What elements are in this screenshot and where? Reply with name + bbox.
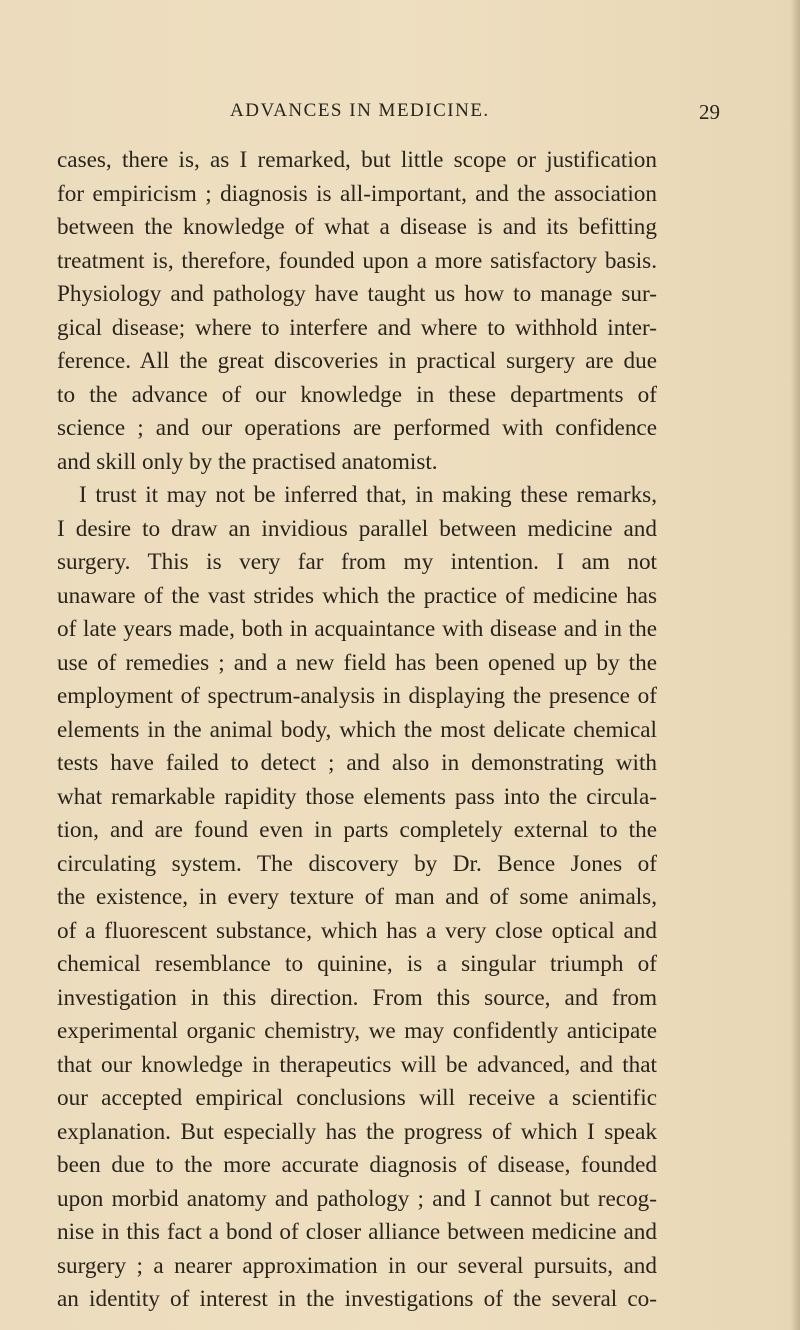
text-line: to the advance of our knowledge in these departments of bbox=[57, 381, 657, 408]
text-line: tests have failed to detect ; and also in demonstrating with bbox=[57, 750, 657, 776]
text-line: what remarkable rapidity those elements pass into the circula- bbox=[57, 783, 657, 810]
text-line: gical disease; where to interfere and where to withhold inter- bbox=[57, 314, 657, 341]
text-line: that our knowledge in therapeutics will be advanced, and that bbox=[57, 1051, 657, 1078]
running-head bbox=[60, 100, 720, 130]
text-line: an identity of interest in the investigations of the several co- bbox=[57, 1286, 657, 1312]
text-line: upon morbid anatomy and pathology ; and I cannot but recog- bbox=[57, 1185, 657, 1212]
text-line: tion, and are found even in parts completely external to the bbox=[57, 817, 657, 843]
text-line: of late years made, both in acquaintance with disease and in the bbox=[57, 616, 657, 642]
text-line: science ; and our operations are performed with confidence bbox=[57, 415, 657, 441]
body-text bbox=[57, 144, 657, 1317]
text-line: employment of spectrum-analysis in displaying the presence of bbox=[57, 683, 657, 709]
text-line: surgery. This is very far from my intention. I am not bbox=[57, 549, 657, 575]
text-line: explanation. But especially has the progress of which I speak bbox=[57, 1118, 657, 1145]
text-line: cases, there is, as I remarked, but little scope or justification bbox=[57, 147, 657, 173]
running-title: ADVANCES IN MEDICINE. bbox=[230, 100, 490, 121]
text-line: experimental organic chemistry, we may confidently anticipate bbox=[57, 1018, 657, 1044]
text-line: ference. All the great discoveries in practical surgery are due bbox=[57, 348, 657, 374]
text-line: surgery ; a nearer approximation in our several pursuits, and bbox=[57, 1252, 657, 1279]
text-line: treatment is, therefore, founded upon a more satisfactory basis. bbox=[57, 247, 657, 274]
text-line: and skill only by the practised anatomist. bbox=[57, 448, 438, 475]
text-line: elements in the animal body, which the most delicate chemical bbox=[57, 716, 657, 743]
text-line: nise in this fact a bond of closer alliance between medicine and bbox=[57, 1219, 657, 1245]
text-line: chemical resemblance to quinine, is a singular triumph of bbox=[57, 951, 657, 977]
page-edge-shadow bbox=[790, 0, 800, 1330]
text-line: our accepted empirical conclusions will receive a scientific bbox=[57, 1085, 657, 1111]
text-line: use of remedies ; and a new field has been opened up by the bbox=[57, 649, 657, 676]
text-line: for empiricism ; diagnosis is all-important, and the association bbox=[57, 180, 657, 207]
text-line: of a fluorescent substance, which has a very close optical and bbox=[57, 917, 657, 944]
page-number: 29 bbox=[699, 100, 720, 124]
text-line: between the knowledge of what a disease is and its befitting bbox=[57, 214, 657, 240]
text-line: the existence, in every texture of man and of some animals, bbox=[57, 884, 657, 910]
text-line: circulating system. The discovery by Dr. Bence Jones of bbox=[57, 850, 657, 877]
text-line: been due to the more accurate diagnosis of disease, founded bbox=[57, 1152, 657, 1178]
text-line: I desire to draw an invidious parallel between medicine and bbox=[57, 515, 657, 542]
text-line: I trust it may not be inferred that, in making these remarks, bbox=[79, 482, 657, 508]
text-line: Physiology and pathology have taught us how to manage sur- bbox=[57, 281, 657, 307]
text-line: unaware of the vast strides which the practice of medicine has bbox=[57, 582, 657, 609]
text-line: investigation in this direction. From this source, and from bbox=[57, 984, 657, 1011]
